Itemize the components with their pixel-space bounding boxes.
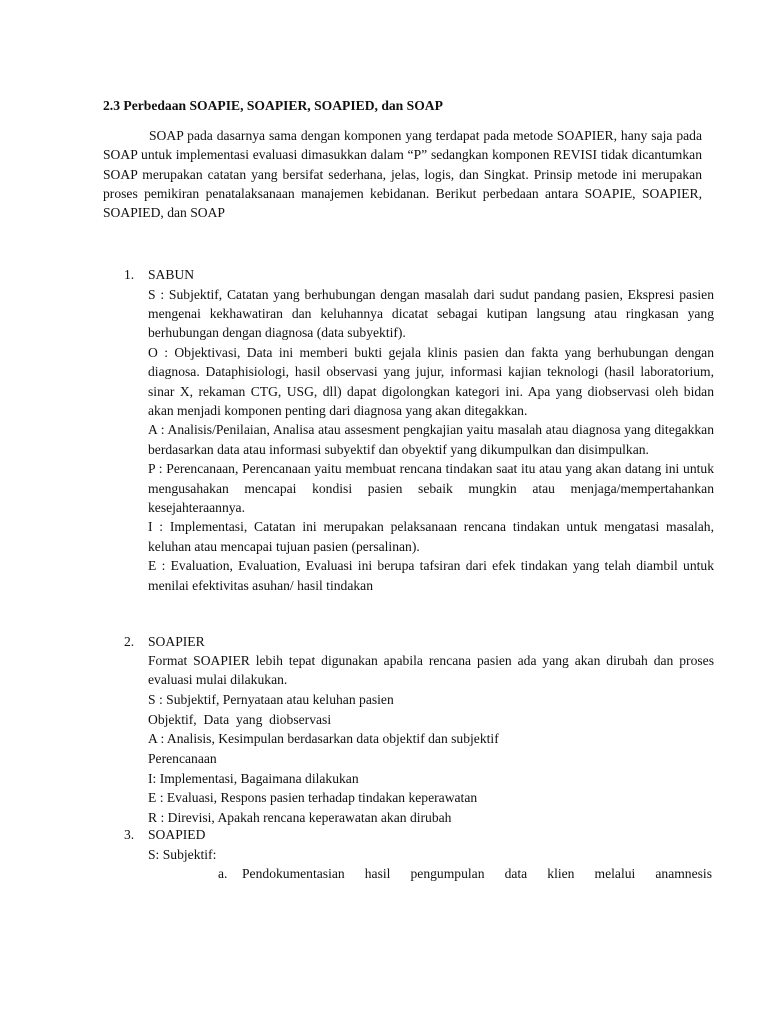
line-implementasi: I: Implementasi, Bagaimana dilakukan [148, 770, 359, 786]
paragraph-analisis: A : Analisis/Penilaian, Analisa atau assesment pengkajian yaitu masalah atau diagnosa yang ditegakkan berdasarkan data atau informasi subyektif dan obyektif yang dikumpulkan dan disimpulkan. [148, 422, 714, 457]
paragraph-subjektif: S : Subjektif, Catatan yang berhubungan dengan masalah dari sudut pandang pasien, Ekspresi pasien mengenai kekhawatiran dan keluhannya dicatat sebagai kutipan langsung atau ringkasan yang berhubungan dengan diagnosa (data subyektif). [148, 287, 714, 341]
list-item-title: SOAPIER [148, 634, 205, 649]
line-direvisi: R : Direvisi, Apakah rencana keperawatan akan dirubah [148, 810, 452, 826]
list-item-title: SABUN [148, 267, 195, 282]
list-number: 1. [124, 267, 135, 282]
intro-paragraph-block [103, 126, 702, 222]
intro-paragraph: SOAP pada dasarnya sama dengan komponen yang terdapat pada metode SOAPIER, hany saja pada SOAP untuk implementasi evaluasi dimasukkan dalam “P” sedangkan komponen REVISI tidak dicantumkan SOAP merupakan catatan yang bersifat sederhana, jelas, logis, dan Singkat. Prinsip metode ini merupakan proses pemikiran penatalaksanaan manajemen kebidanan. Berikut perbedaan antara SOAPIE, SOAPIER, SOAPIED, dan SOAP [103, 128, 702, 221]
sublist-item-text: Pendokumentasian hasil pengumpulan data klien melalui anamnesis [242, 866, 712, 881]
list-item-body [148, 285, 714, 595]
list-item-title: SOAPIED [148, 827, 206, 842]
sublist-marker: a. [218, 866, 228, 881]
line-analisis: A : Analisis, Kesimpulan berdasarkan data objektif dan subjektif [148, 731, 499, 747]
list-item-body [148, 845, 714, 865]
line-perencanaan: Perencanaan [148, 751, 217, 767]
paragraph-perencanaan: P : Perencanaan, Perencanaan yaitu membuat rencana tindakan saat itu atau yang akan datang ini untuk mengusahakan mencapai kondisi pasien sebaik mungkin atau menjaga/mempertahankan kesejahteraannya. [148, 461, 714, 515]
section-heading: 2.3 Perbedaan SOAPIE, SOAPIER, SOAPIED, dan SOAP [103, 98, 443, 113]
line-subjektif: S: Subjektif: [148, 847, 217, 862]
list-number: 2. [124, 634, 135, 649]
line-objektif: Objektif, Data yang diobservasi [148, 711, 332, 727]
list-number: 3. [124, 827, 135, 842]
paragraph-format: Format SOAPIER lebih tepat digunakan apabila rencana pasien ada yang akan dirubah dan proses evaluasi mulai dilakukan. [148, 653, 714, 688]
line-evaluasi: E : Evaluasi, Respons pasien terhadap tindakan keperawatan [148, 790, 478, 806]
paragraph-implementasi: I : Implementasi, Catatan ini merupakan pelaksanaan rencana tindakan untuk mengatasi masalah, keluhan atau mencapai tujuan pasien (persalinan). [148, 519, 714, 554]
paragraph-objektif: O : Objektivasi, Data ini memberi bukti gejala klinis pasien dan fakta yang berhubungan dengan diagnosa. Dataphisiologi, hasil observasi yang jujur, informasi kajian teknologi (hasil laboratorium, sinar X, rekaman CTG, USG, dll) dapat digolongkan kategori ini. Apa yang diobservasi oleh bidan akan menjadi komponen penting dari diagnosa yang akan ditegakkan. [148, 345, 714, 418]
line-subjektif: S : Subjektif, Pernyataan atau keluhan pasien [148, 691, 394, 707]
paragraph-evaluation: E : Evaluation, Evaluation, Evaluasi ini berupa tafsiran dari efek tindakan yang telah diambil untuk menilai efektivitas asuhan/ hasil tindakan [148, 558, 714, 593]
list-item-body [148, 651, 714, 828]
